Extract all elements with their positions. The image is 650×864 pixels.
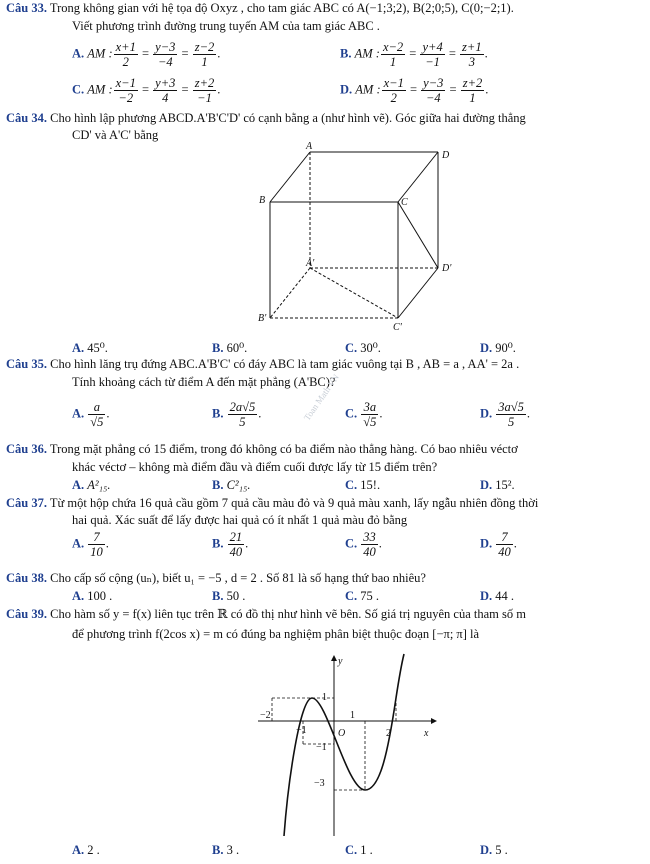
q34-stem-2: CD' và A'C' bằng bbox=[72, 128, 159, 142]
q33 bbox=[6, 0, 514, 16]
numerator: x+1 bbox=[115, 40, 136, 54]
label-val-neg1: −1 bbox=[316, 742, 327, 753]
q39-line-1 bbox=[6, 606, 526, 622]
label-tick-neg1: −1 bbox=[296, 725, 307, 736]
q34-number: Câu 34. bbox=[6, 111, 47, 125]
denominator: √5 bbox=[363, 415, 377, 429]
fraction bbox=[88, 530, 105, 559]
q36-line-1 bbox=[6, 441, 518, 457]
q35-option-b[interactable]: B. $\frac{2a√5}{5}$ . bbox=[212, 400, 262, 429]
edge-A1B1 bbox=[270, 268, 310, 318]
q37-option-b[interactable]: B. $\frac{21}{40}$ . bbox=[212, 530, 249, 559]
label-tick-neg2: −2 bbox=[260, 710, 271, 721]
q36-stem-1: Trong mặt phẳng có 15 điểm, trong đó không có ba điểm nào thẳng hàng. Có bao nhiêu véctơ bbox=[49, 442, 518, 456]
denominator: −4 bbox=[425, 91, 441, 105]
fraction bbox=[361, 400, 378, 429]
q34-option-c[interactable]: C. 30⁰. bbox=[345, 341, 381, 355]
label-tick-1: 1 bbox=[350, 710, 355, 721]
q36-option-b[interactable]: B. C²₁₅. bbox=[212, 478, 251, 492]
numerator: x−1 bbox=[383, 76, 404, 90]
fraction bbox=[114, 76, 138, 105]
denominator: 40 bbox=[229, 545, 243, 559]
fraction bbox=[496, 530, 513, 559]
fraction bbox=[228, 530, 245, 559]
curve-f bbox=[284, 654, 404, 836]
q34-line-1 bbox=[6, 110, 526, 126]
numerator: 3a√5 bbox=[498, 400, 524, 414]
numerator: z+2 bbox=[194, 76, 215, 90]
fraction bbox=[382, 76, 406, 105]
q37-stem-1: Từ một hộp chứa 16 quả cầu gồm 7 quả cầu màu đỏ và 9 quả màu xanh, lấy ngẫu nhiên đồng thời bbox=[49, 496, 539, 510]
numerator: 7 bbox=[496, 530, 513, 545]
q38-option-d[interactable]: D. 44 . bbox=[480, 589, 515, 603]
q38-stem-1: Cho cấp số cộng (uₙ), biết u₁ = −5 , d = 2 . Số 81 là số hạng thứ bao nhiêu? bbox=[50, 571, 426, 585]
q33-option-b[interactable]: B. AM : $\frac{x-2}{1}$ = $\frac{y+4}{-1}$ = $\frac{z+1}{3}$ . bbox=[340, 40, 488, 69]
fraction bbox=[153, 40, 177, 69]
q35-stem-2: Tính khoảng cách từ điểm A đến mặt phẳng (A'BC)? bbox=[72, 375, 336, 389]
label-C: C bbox=[401, 197, 408, 208]
q37-line-1 bbox=[6, 495, 538, 511]
q38-option-c[interactable]: C. 75 . bbox=[345, 589, 380, 603]
option-label: B. bbox=[212, 406, 224, 421]
numerator: y+3 bbox=[155, 76, 176, 90]
label-B: B bbox=[259, 195, 266, 206]
numerator: 2a√5 bbox=[229, 400, 256, 414]
option-label: A. bbox=[72, 536, 85, 551]
denominator: 1 bbox=[469, 91, 476, 105]
label-A1: A' bbox=[306, 258, 315, 269]
cube-figure bbox=[250, 140, 460, 335]
q35-option-a[interactable]: A. $\frac{a}{√5}$ . bbox=[72, 400, 110, 429]
option-label: D. bbox=[480, 536, 493, 551]
q37-number: Câu 37. bbox=[6, 496, 47, 510]
option-label: C. bbox=[345, 536, 358, 551]
watermark: Toan Math VN bbox=[301, 372, 342, 423]
numerator: x−1 bbox=[115, 76, 136, 90]
denominator: −1 bbox=[425, 55, 440, 69]
numerator: y+4 bbox=[422, 40, 443, 54]
numerator: z+1 bbox=[462, 40, 482, 54]
q37-option-d[interactable]: D. $\frac{7}{40}$ . bbox=[480, 530, 517, 559]
edge-DC bbox=[398, 152, 438, 202]
q35-stem-1: Cho hình lăng trụ đứng ABC.A'B'C' có đáy ABC là tam giác vuông tại B , AB = a , AA' = 2a . bbox=[50, 357, 520, 371]
q39-option-a[interactable]: A. 2 . bbox=[72, 843, 100, 857]
numerator: 33 bbox=[363, 530, 376, 544]
denominator: 1 bbox=[201, 55, 208, 69]
q35-number: Câu 35. bbox=[6, 357, 47, 371]
denominator: √5 bbox=[90, 415, 104, 429]
q33-option-d[interactable]: D. AM : $\frac{x-1}{2}$ = $\frac{y-3}{-4}$ = $\frac{z+2}{1}$ . bbox=[340, 76, 489, 105]
q37-stem-2: hai quả. Xác suất để lấy được hai quả có ít nhất 1 quả màu đỏ bằng bbox=[72, 513, 408, 527]
q36-option-c[interactable]: C. 15!. bbox=[345, 478, 381, 492]
fraction bbox=[421, 76, 445, 105]
denominator: −1 bbox=[197, 91, 212, 105]
edge-CD1 bbox=[398, 202, 438, 268]
numerator: z−2 bbox=[194, 40, 215, 54]
denominator: 40 bbox=[498, 545, 511, 559]
q33-option-c[interactable]: C. AM : $\frac{x-1}{-2}$ = $\frac{y+3}{4}$ = $\frac{z+2}{-1}$ . bbox=[72, 76, 221, 105]
numerator: z+2 bbox=[462, 76, 483, 90]
denominator: 2 bbox=[390, 91, 397, 105]
q39-stem-2: để phương trình f(2cos x) = m có đúng ba nghiệm phân biệt thuộc đoạn [−π; π] là bbox=[72, 627, 480, 641]
line-name: AM : bbox=[87, 82, 113, 97]
label-D1: D' bbox=[442, 263, 452, 274]
label-x: x bbox=[424, 728, 429, 739]
line-name: AM : bbox=[355, 82, 381, 97]
fraction bbox=[460, 40, 484, 69]
edge-AB bbox=[270, 152, 310, 202]
line-name: AM : bbox=[87, 46, 113, 61]
numerator: y−3 bbox=[155, 40, 176, 54]
numerator: y−3 bbox=[423, 76, 444, 90]
label-val-neg3: −3 bbox=[314, 778, 325, 789]
fraction bbox=[114, 40, 138, 69]
denominator: 2 bbox=[122, 55, 129, 69]
denominator: 4 bbox=[162, 91, 169, 105]
q39-option-b[interactable]: B. 3 . bbox=[212, 843, 240, 857]
q38-line-1 bbox=[6, 570, 426, 586]
q33-stem-2: Viết phương trình đường trung tuyến AM của tam giác ABC . bbox=[72, 19, 380, 33]
numerator: 3a bbox=[361, 400, 378, 415]
option-label: D. bbox=[340, 82, 353, 97]
option-label: D. bbox=[480, 406, 493, 421]
numerator: 7 bbox=[88, 530, 105, 545]
q38-option-a[interactable]: A. 100 . bbox=[72, 589, 113, 603]
option-label: B. bbox=[340, 46, 352, 61]
edge-C1D1 bbox=[398, 268, 438, 318]
label-val-1: 1 bbox=[322, 692, 327, 703]
fraction bbox=[193, 76, 217, 105]
denominator: 3 bbox=[468, 55, 475, 69]
q34-option-b[interactable]: B. 60⁰. bbox=[212, 341, 248, 355]
q33-option-a[interactable]: A. AM : $\frac{x+1}{2}$ = $\frac{y-3}{-4}$ = $\frac{z-2}{1}$ . bbox=[72, 40, 221, 69]
denominator: 1 bbox=[389, 55, 397, 69]
label-C1: C' bbox=[393, 322, 402, 333]
q36-number: Câu 36. bbox=[6, 442, 47, 456]
q39-number: Câu 39. bbox=[6, 607, 47, 621]
q38-number: Câu 38. bbox=[6, 571, 47, 585]
fraction bbox=[381, 40, 405, 69]
edge-A1C1 bbox=[310, 268, 398, 318]
fraction bbox=[496, 400, 526, 429]
q39-option-c[interactable]: C. 1 . bbox=[345, 843, 373, 857]
denominator: 5 bbox=[507, 415, 515, 429]
option-label: C. bbox=[345, 406, 358, 421]
label-origin: O bbox=[338, 728, 346, 739]
option-label: B. bbox=[212, 536, 224, 551]
label-B1: B' bbox=[258, 313, 267, 324]
fraction bbox=[420, 40, 444, 69]
numerator: 21 bbox=[229, 530, 243, 544]
option-label: A. bbox=[72, 46, 85, 61]
q39-option-d[interactable]: D. 5 . bbox=[480, 843, 508, 857]
numerator: x−2 bbox=[382, 40, 404, 54]
label-A: A bbox=[306, 141, 313, 152]
fraction bbox=[88, 400, 105, 429]
label-tick-2: 2 bbox=[386, 728, 391, 739]
q35-option-c[interactable]: C. $\frac{3a}{√5}$ . bbox=[345, 400, 383, 429]
label-D: D bbox=[442, 150, 450, 161]
denominator: 40 bbox=[363, 545, 376, 559]
q38-option-b[interactable]: B. 50 . bbox=[212, 589, 246, 603]
q35-option-d[interactable]: D. $\frac{3a√5}{5}$ . bbox=[480, 400, 531, 429]
q33-stem-1: Trong không gian với hệ tọa độ Oxyz , cho tam giác ABC có A(−1;3;2), B(2;0;5), C(0;−2;1). bbox=[49, 1, 514, 15]
q36-stem-2: khác véctơ – không mà điểm đầu và điểm cuối được lấy từ 15 điểm trên? bbox=[72, 460, 438, 474]
q37-option-c[interactable]: C. $\frac{33}{40}$ . bbox=[345, 530, 382, 559]
q34-option-d[interactable]: D. 90⁰. bbox=[480, 341, 516, 355]
q35-line-1 bbox=[6, 356, 519, 372]
option-label: A. bbox=[72, 406, 85, 421]
denominator: 5 bbox=[239, 415, 246, 429]
fraction bbox=[228, 400, 258, 429]
q34-option-a[interactable]: A. 45⁰. bbox=[72, 341, 108, 355]
label-y: y bbox=[338, 656, 343, 667]
q36-option-a[interactable]: A. A²₁₅. bbox=[72, 478, 111, 492]
q39-stem-1: Cho hàm số y = f(x) liên tục trên ℝ có đồ thị như hình vẽ bên. Số giá trị nguyên của tham số m bbox=[50, 607, 526, 621]
line-name: AM : bbox=[354, 46, 380, 61]
option-label: C. bbox=[72, 82, 85, 97]
fraction bbox=[153, 76, 177, 105]
q37-option-a[interactable]: A. $\frac{7}{10}$ . bbox=[72, 530, 109, 559]
denominator: −2 bbox=[118, 91, 134, 105]
function-graph bbox=[252, 652, 442, 838]
fraction bbox=[193, 40, 217, 69]
denominator: 10 bbox=[90, 545, 103, 559]
fraction bbox=[461, 76, 485, 105]
fraction bbox=[361, 530, 378, 559]
q36-option-d[interactable]: D. 15². bbox=[480, 478, 515, 492]
denominator: −4 bbox=[157, 55, 173, 69]
numerator: a bbox=[88, 400, 105, 415]
q33-number: Câu 33. bbox=[6, 1, 47, 15]
q34-stem-1: Cho hình lập phương ABCD.A'B'C'D' có cạnh bằng a (như hình vẽ). Góc giữa hai đường thẳng bbox=[50, 111, 526, 125]
